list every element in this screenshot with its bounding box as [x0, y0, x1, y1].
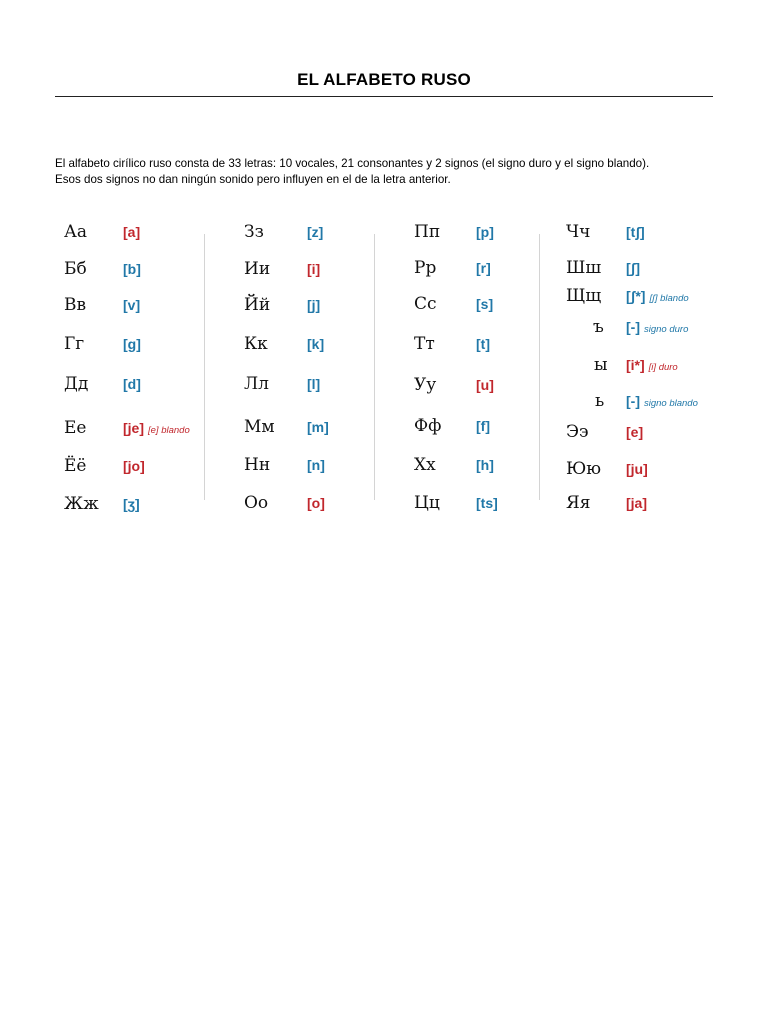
sound-label: [o]: [307, 495, 325, 511]
sound-label: [ju]: [626, 461, 648, 477]
title-divider: [55, 96, 713, 97]
cyrillic-letter: Йй: [244, 295, 271, 315]
sound-label: [ʒ]: [123, 496, 140, 512]
alphabet-entry: [0, 220, 768, 246]
sound-label: [j]: [307, 297, 321, 313]
sound-label: [e]: [626, 424, 644, 440]
phonetic-sound: [626, 357, 678, 373]
sound-label: [l]: [307, 376, 321, 392]
cyrillic-letter: Шш: [566, 258, 602, 278]
sound-label: [u]: [476, 377, 494, 393]
cyrillic-letter: Уу: [414, 375, 437, 395]
pronunciation-note: signo blando: [644, 398, 698, 409]
phonetic-sound: [626, 495, 647, 511]
sound-label: [a]: [123, 224, 141, 240]
cyrillic-letter: Жж: [64, 494, 99, 514]
sound-label: [ts]: [476, 495, 498, 511]
sound-label: [s]: [476, 296, 494, 312]
alphabet-entry: [0, 315, 768, 341]
sound-label: [i*]: [626, 357, 645, 373]
cyrillic-letter: Вв: [64, 295, 87, 315]
intro-line-1: El alfabeto cirílico ruso consta de 33 letras: 10 vocales, 21 consonantes y 2 signos (el signo duro y el signo blando).: [55, 157, 650, 170]
sound-label: [ʃ]: [626, 260, 640, 276]
cyrillic-letter: Дд: [64, 374, 89, 394]
cyrillic-letter: ы: [594, 355, 608, 375]
cyrillic-letter: Юю: [566, 459, 602, 479]
pronunciation-note: [i] duro: [648, 362, 678, 373]
sound-label: [tʃ]: [626, 224, 645, 240]
cyrillic-letter: Ёё: [64, 456, 87, 476]
alphabet-entry: [0, 420, 768, 446]
phonetic-sound: [626, 424, 643, 440]
cyrillic-letter: ь: [595, 391, 605, 411]
phonetic-sound: [626, 393, 698, 409]
alphabet-entry: [0, 353, 768, 379]
sound-label: [b]: [123, 261, 141, 277]
sound-label: [f]: [476, 418, 490, 434]
alphabet-entry: [0, 256, 768, 282]
sound-label: [r]: [476, 260, 491, 276]
cyrillic-letter: Зз: [244, 222, 264, 242]
cyrillic-letter: Сс: [414, 294, 437, 314]
intro-paragraph: [55, 156, 735, 188]
cyrillic-letter: Оо: [244, 493, 269, 513]
cyrillic-letter: Фф: [414, 416, 442, 436]
sound-label: [z]: [307, 224, 324, 240]
sound-label: [jo]: [123, 458, 145, 474]
cyrillic-letter: ъ: [593, 317, 604, 337]
alphabet-entry: [0, 284, 768, 310]
phonetic-sound: [626, 461, 648, 477]
pronunciation-note: [e] blando: [148, 425, 190, 436]
sound-label: [i]: [307, 261, 321, 277]
sound-label: [t]: [476, 336, 490, 352]
sound-label: [je]: [123, 420, 144, 436]
phonetic-sound: [626, 260, 640, 276]
cyrillic-letter: Хх: [414, 455, 436, 475]
pronunciation-note: [ʃ] blando: [649, 293, 689, 304]
cyrillic-letter: Лл: [244, 374, 269, 394]
phonetic-sound: [626, 319, 688, 335]
cyrillic-letter: Кк: [244, 334, 268, 354]
sound-label: [n]: [307, 457, 325, 473]
sound-label: [v]: [123, 297, 141, 313]
sound-label: [k]: [307, 336, 325, 352]
cyrillic-letter: Мм: [244, 417, 275, 437]
sound-label: [g]: [123, 336, 141, 352]
sound-label: [d]: [123, 376, 141, 392]
cyrillic-letter: Ээ: [566, 422, 589, 442]
pronunciation-note: signo duro: [644, 324, 689, 335]
phonetic-sound: [626, 288, 689, 304]
sound-label: [-]: [626, 393, 640, 409]
cyrillic-letter: Ее: [64, 418, 87, 438]
alphabet-entry: [0, 491, 768, 517]
cyrillic-letter: Гг: [64, 334, 85, 354]
cyrillic-letter: Тт: [414, 334, 435, 354]
sound-label: [m]: [307, 419, 329, 435]
page-title: EL ALFABETO RUSO: [297, 70, 471, 89]
sound-label: [ʃ*]: [626, 288, 646, 304]
cyrillic-letter: Аа: [64, 222, 88, 242]
cyrillic-letter: Нн: [244, 455, 271, 475]
sound-label: [ja]: [626, 495, 647, 511]
cyrillic-letter: Цц: [414, 493, 440, 513]
alphabet-entry: [0, 389, 768, 415]
sound-label: [-]: [626, 319, 640, 335]
cyrillic-letter: Ии: [244, 259, 271, 279]
cyrillic-letter: Пп: [414, 222, 441, 242]
cyrillic-letter: Яя: [566, 493, 591, 513]
cyrillic-letter: Щщ: [566, 286, 602, 306]
intro-line-2: Esos dos signos no dan ningún sonido pero influyen en el de la letra anterior.: [55, 173, 451, 186]
phonetic-sound: [626, 224, 645, 240]
cyrillic-letter: Бб: [64, 259, 87, 279]
alphabet-entry: [0, 457, 768, 483]
cyrillic-letter: Рр: [414, 258, 437, 278]
sound-label: [p]: [476, 224, 494, 240]
cyrillic-letter: Чч: [566, 222, 591, 242]
sound-label: [h]: [476, 457, 494, 473]
